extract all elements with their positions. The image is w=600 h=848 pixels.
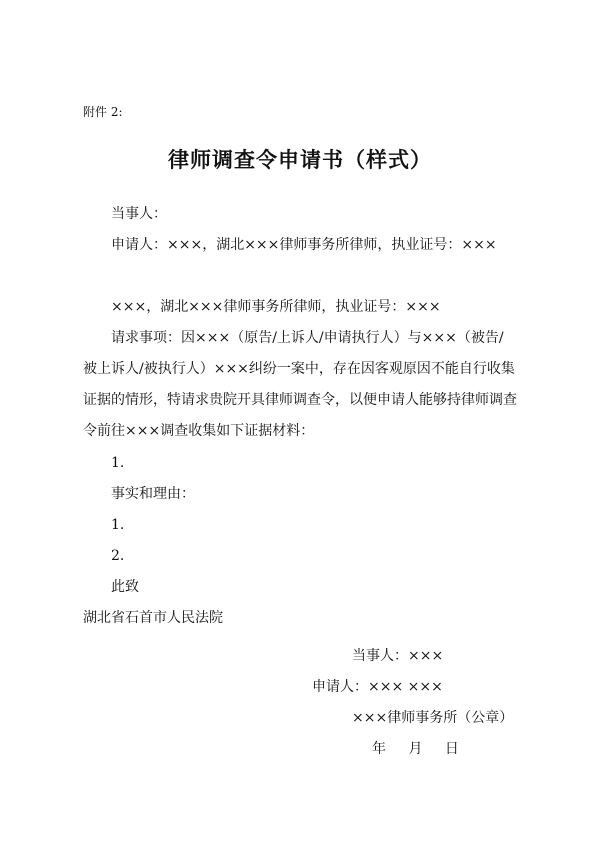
- attachment-label: 附件 2:: [83, 105, 123, 119]
- document-title: 律师调查令申请书（样式）: [168, 147, 432, 172]
- signature-party: 当事人：×××: [352, 648, 444, 664]
- applicant-paragraph: 申请人：×××，湖北×××律师事务所律师，执业证号：×××: [111, 237, 497, 253]
- salutation: 此致: [111, 579, 139, 595]
- signature-date: 年 月 日: [372, 741, 459, 757]
- fact-item-1: 1.: [111, 517, 125, 533]
- evidence-item-1: 1.: [111, 455, 125, 471]
- court-name: 湖北省石首市人民法院: [83, 610, 223, 626]
- applicant-paragraph-2: ×××，湖北×××律师事务所律师，执业证号：×××: [111, 299, 441, 315]
- party-label: 当事人：: [111, 206, 167, 222]
- facts-heading: 事实和理由：: [111, 486, 195, 502]
- request-paragraph: 请求事项：因×××（原告/上诉人/申请执行人）与×××（被告/被上诉人/被执行人）×××纠纷一案中，存在因客观原因不能自行收集证据的情形，特请求贵院开具律师调查令，以便申请人能够持律师调查令前往×××调查收集如下证据材料：: [83, 330, 517, 439]
- fact-item-2: 2.: [111, 548, 125, 564]
- signature-applicant: 申请人：××× ×××: [312, 679, 443, 695]
- signature-firm: ×××律师事务所（公章）: [352, 710, 514, 726]
